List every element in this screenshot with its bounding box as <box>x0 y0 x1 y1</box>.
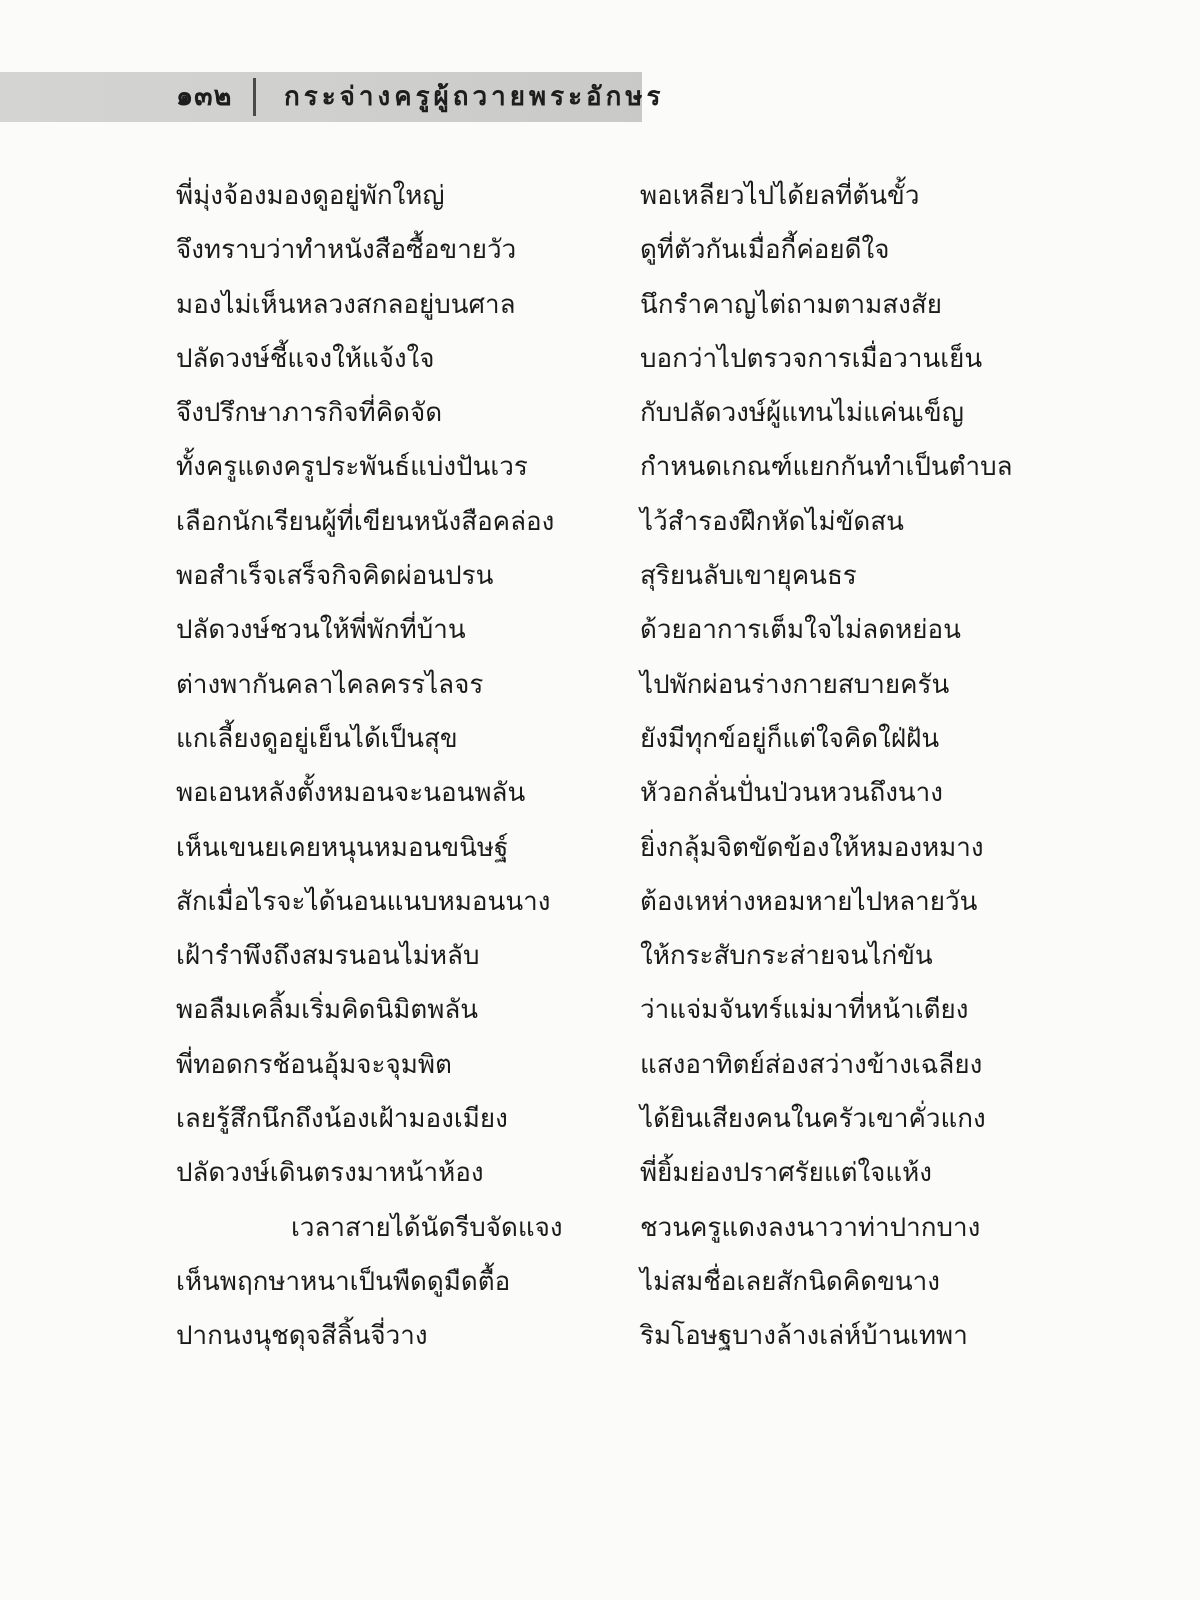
verse-line: ให้กระสับกระส่ายจนไก่ขัน <box>640 941 933 972</box>
verse-line: ปลัดวงษ์ชวนให้พี่พักที่บ้าน <box>176 615 466 646</box>
poem-right-column <box>640 176 1060 1371</box>
verse-line: ดูที่ตัวกันเมื่อกี้ค่อยดีใจ <box>640 235 890 266</box>
verse-line: ต่างพากันคลาไคลครรไลจร <box>176 669 484 700</box>
verse-line: ยิ่งกลุ้มจิตขัดข้องให้หมองหมาง <box>640 832 984 863</box>
verse-line: ปากนงนุชดุจสีลิ้นจี่วาง <box>176 1321 428 1352</box>
verse-line: ได้ยินเสียงคนในครัวเขาคั่วแกง <box>640 1104 986 1135</box>
verse-line: จึงปรึกษาภารกิจที่คิดจัด <box>176 398 443 429</box>
verse-line: หัวอกลั่นปั่นป่วนหวนถึงนาง <box>640 778 943 809</box>
verse-line: เฝ้ารำพึงถึงสมรนอนไม่หลับ <box>176 941 480 972</box>
verse-line: กับปลัดวงษ์ผู้แทนไม่แค่นเข็ญ <box>640 398 964 429</box>
verse-line: จึงทราบว่าทำหนังสือซื้อขายวัว <box>176 235 517 266</box>
verse-line: พอเหลียวไปได้ยลที่ต้นขั้ว <box>640 181 920 211</box>
verse-line: กำหนดเกณฑ์แยกกันทำเป็นตำบล <box>640 452 1013 483</box>
verse-line: ด้วยอาการเต็มใจไม่ลดหย่อน <box>640 615 961 646</box>
verse-line: นึกรำคาญไต่ถามตามสงสัย <box>640 289 942 320</box>
verse-line: พอสำเร็จเสร็จกิจคิดผ่อนปรน <box>176 561 494 592</box>
verse-line: เลือกนักเรียนผู้ที่เขียนหนังสือคล่อง <box>176 506 555 537</box>
poem-left-column <box>176 176 616 1371</box>
verse-line: ไว้สำรองฝึกหัดไม่ขัดสน <box>640 506 904 537</box>
verse-line: สุริยนลับเขายุคนธร <box>640 561 857 592</box>
verse-line: เลยรู้สึกนึกถึงน้องเฝ้ามองเมียง <box>176 1104 508 1135</box>
verse-line: แสงอาทิตย์ส่องสว่างข้างเฉลียง <box>640 1049 983 1080</box>
verse-line: เห็นเขนยเคยหนุนหมอนขนิษฐ์ <box>176 832 509 863</box>
verse-line: เวลาสายได้นัดรีบจัดแจง <box>291 1212 563 1243</box>
verse-line: ว่าแจ่มจันทร์แม่มาที่หน้าเตียง <box>640 995 969 1026</box>
verse-line: มองไม่เห็นหลวงสกลอยู่บนศาล <box>176 289 516 320</box>
verse-line: พี่ยิ้มย่องปราศรัยแต่ใจแห้ง <box>640 1158 932 1189</box>
header-divider <box>253 78 256 116</box>
verse-line: พอลืมเคลิ้มเริ่มคิดนิมิตพลัน <box>176 995 479 1026</box>
verse-line: พี่ทอดกรช้อนอุ้มจะจุมพิต <box>176 1049 452 1080</box>
verse-line: เห็นพฤกษาหนาเป็นพืดดูมืดตื้อ <box>176 1266 511 1297</box>
verse-line: ปลัดวงษ์ชี้แจงให้แจ้งใจ <box>176 343 435 374</box>
verse-line: ปลัดวงษ์เดินตรงมาหน้าห้อง <box>176 1158 484 1189</box>
verse-line: ริมโอษฐบางล้างเล่ห์บ้านเทพา <box>640 1321 968 1352</box>
page-number: ๑๓๒ <box>176 81 233 112</box>
verse-line: ชวนครูแดงลงนาวาท่าปากบาง <box>640 1212 981 1243</box>
verse-line: ต้องเหห่างหอมหายไปหลายวัน <box>640 886 978 917</box>
verse-line: ทั้งครูแดงครูประพันธ์แบ่งปันเวร <box>176 452 528 483</box>
verse-line: พอเอนหลังตั้งหมอนจะนอนพลัน <box>176 778 526 809</box>
verse-line: ยังมีทุกข์อยู่ก็แต่ใจคิดใฝ่ฝัน <box>640 723 940 754</box>
verse-line: ไปพักผ่อนร่างกายสบายครัน <box>640 669 950 700</box>
running-title: กระจ่างครูผู้ถวายพระอักษร <box>284 82 665 112</box>
verse-line: สักเมื่อไรจะได้นอนแนบหมอนนาง <box>176 886 551 917</box>
verse-line: พี่มุ่งจ้องมองดูอยู่พักใหญ่ <box>176 181 445 211</box>
verse-line: บอกว่าไปตรวจการเมื่อวานเย็น <box>640 343 983 374</box>
verse-line: ไม่สมชื่อเลยสักนิดคิดขนาง <box>640 1266 940 1297</box>
verse-line: แกเลี้ยงดูอยู่เย็นได้เป็นสุข <box>176 723 458 754</box>
